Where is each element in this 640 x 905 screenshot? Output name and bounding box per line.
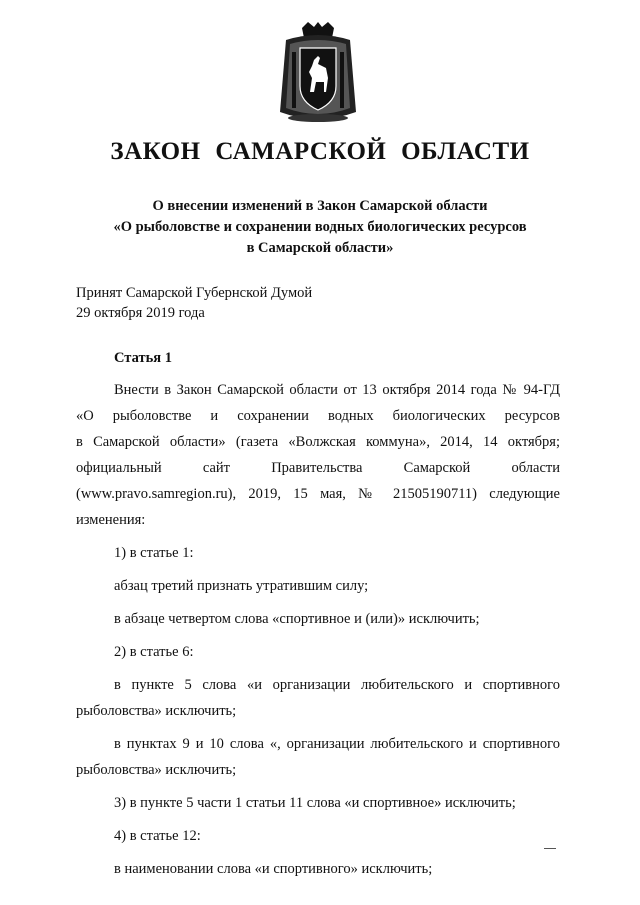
subtitle-line: в Самарской области» (246, 240, 394, 256)
list-item: 4) в статье 12: (114, 828, 201, 844)
list-item: в пункте 5 слова «и организации любительского и спортивного (114, 677, 560, 693)
paragraph-line: Внести в Закон Самарской области от 13 октября 2014 года № 94-ГД (114, 382, 560, 398)
list-item: абзац третий признать утратившим силу; (114, 578, 369, 594)
list-item: 3) в пункте 5 части 1 статьи 11 слова «и спортивное» исключить; (114, 795, 516, 811)
article-heading: Статья 1 (114, 350, 172, 366)
law-title: ЗАКОН САМАРСКОЙ ОБЛАСТИ (110, 138, 530, 165)
paragraph-line: официальный сайт Правительства Самарской области (76, 460, 560, 476)
paragraph-line: (www.pravo.samregion.ru), 2019, 15 мая, № 21505190711) следующие (76, 486, 560, 502)
adoption-body: Принят Самарской Губернской Думой (76, 285, 313, 301)
list-item: рыболовства» исключить; (76, 762, 237, 778)
adoption-date: 29 октября 2019 года (76, 305, 205, 321)
article-body (76, 377, 560, 882)
list-item: в наименовании слова «и спортивного» исключить; (114, 861, 433, 877)
list-item: в пунктах 9 и 10 слова «, организации любительского и спортивного (114, 736, 560, 752)
subtitle-line: «О рыболовстве и сохранении водных биологических ресурсов (113, 219, 527, 235)
paragraph-line: «О рыболовстве и сохранении водных биологических ресурсов (76, 408, 560, 424)
list-item: в абзаце четвертом слова «спортивное и (или)» исключить; (114, 611, 480, 627)
list-item: рыболовства» исключить; (76, 703, 237, 719)
adoption-info (76, 283, 312, 323)
scan-mark (544, 848, 556, 849)
law-subtitle (60, 196, 580, 259)
paragraph-line: изменения: (76, 512, 146, 528)
subtitle-line: О внесении изменений в Закон Самарской области (152, 198, 488, 214)
list-item: 2) в статье 6: (114, 644, 194, 660)
paragraph-line: в Самарской области» (газета «Волжская коммуна», 2014, 14 октября; (76, 434, 560, 450)
samara-coat-of-arms-icon (276, 22, 360, 124)
list-item: 1) в статье 1: (114, 545, 194, 561)
